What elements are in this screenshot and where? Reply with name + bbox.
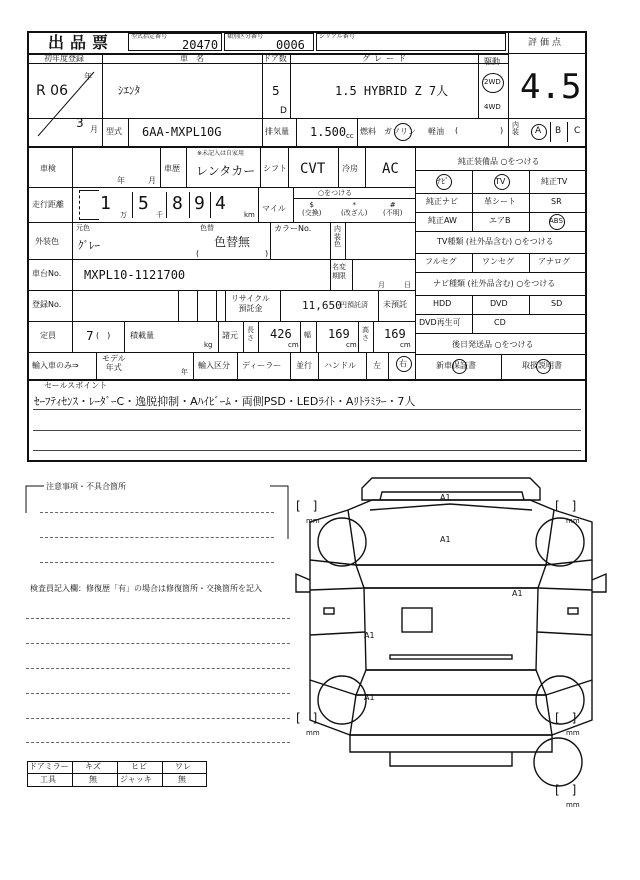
- wheel-bracket-rl: [ ]: [296, 711, 318, 725]
- inspect-label: 車検: [40, 164, 56, 173]
- equip-navi: ﾅﾋﾞ: [437, 177, 449, 186]
- interior-grade-c: C: [574, 126, 581, 136]
- equip-genuine-navi: 純正ナビ: [426, 197, 458, 206]
- equip-abs: ABS: [549, 217, 563, 225]
- aircon-label: 冷房: [342, 164, 358, 173]
- notes-label: 注意事項・不具合箇所: [46, 482, 126, 491]
- handle-label: ハンドル: [324, 361, 356, 370]
- later-warranty: 新車保証書: [436, 361, 476, 370]
- wheel-mm-fr: mm: [566, 517, 580, 525]
- width-unit: cm: [346, 341, 357, 349]
- mile-label: マイル: [262, 204, 286, 213]
- tv-type-title: TV種類 (社外品含む) ○をつける: [437, 237, 554, 246]
- class-no-label: 類別区分番号: [227, 33, 264, 40]
- name-change-label: 名変 期限: [332, 263, 346, 281]
- first-reg-label: 初年度登録: [44, 54, 84, 63]
- mileage-digit-2: 5: [138, 193, 149, 214]
- wheel-bracket-spare: [ ]: [555, 783, 577, 797]
- drive-label: 駆動: [484, 57, 500, 66]
- capacity-value: 7: [86, 329, 94, 343]
- length-unit: cm: [288, 341, 299, 349]
- equip-title: 純正装備品 ○をつける: [458, 157, 540, 166]
- expire-day: 日: [404, 281, 411, 289]
- color-tone-label: 色替: [200, 224, 214, 232]
- score-label: 評価点: [528, 38, 565, 48]
- class-no-value: 0006: [276, 38, 305, 52]
- interior-grade-b: B: [555, 126, 562, 136]
- score-value: 4.5: [520, 67, 582, 107]
- color-label: 外装色: [35, 237, 59, 246]
- car-name-value: ｼｴﾝﾀ: [118, 84, 140, 97]
- recycle-unpaid: 未預託: [383, 300, 407, 309]
- equip-sr: SR: [551, 197, 562, 206]
- wheel-mm-rl: mm: [306, 729, 320, 737]
- grade-value: 1.5 HYBRID Z 7人: [335, 84, 449, 98]
- damage-mark-roof-right: A1: [512, 589, 523, 598]
- spec-label: 諸元: [222, 331, 238, 340]
- reg-no-label: 登録No.: [32, 300, 62, 309]
- doors-value: 5: [272, 84, 280, 98]
- model-label: 型式: [106, 127, 122, 136]
- fuel-gas: ガソリン: [384, 127, 416, 136]
- displacement-label: 排気量: [265, 127, 289, 136]
- recycle-label: リサイクル 預託金: [231, 294, 270, 313]
- history-label: 車歴: [164, 164, 180, 173]
- model-year-unit: 年: [181, 368, 188, 376]
- length-label: 長 さ: [247, 326, 254, 343]
- chassis-label: 車台No.: [32, 269, 62, 278]
- first-reg-era: R 06: [36, 83, 68, 99]
- shift-label: シフト: [263, 164, 287, 173]
- wheel-bracket-rr: [ ]: [555, 711, 577, 725]
- inspector-label: 検査員記入欄：修復歴「有」の場合は修復箇所・交換箇所を記入: [30, 584, 262, 593]
- import-div-label: 輸入区分: [198, 361, 230, 370]
- legend-jack: ジャッキ: [120, 775, 152, 784]
- later-manual: 取扱説明書: [522, 361, 562, 370]
- type-no-value: 20470: [182, 38, 219, 52]
- equip-airbag: エアB: [489, 216, 511, 225]
- color-paren-close: ): [265, 249, 269, 258]
- capacity-label: 定員: [40, 331, 56, 340]
- color-no-label: カラーNo.: [274, 224, 312, 233]
- mileage-digit-5: 4: [215, 193, 226, 214]
- height-label: 高 さ: [362, 326, 369, 343]
- legend-break: ワレ: [175, 762, 191, 771]
- mileage-digit-3: 8: [172, 193, 183, 214]
- displacement-unit: cc: [346, 132, 354, 140]
- color-tone-value: 色替無: [214, 235, 251, 249]
- fuel-label: 燃料: [360, 127, 376, 136]
- tv-analog: アナログ: [538, 257, 570, 266]
- color-orig-value: ｸﾞﾚｰ: [78, 239, 100, 252]
- wheel-bracket-fl: [ ]: [296, 499, 318, 513]
- load-label: 積載量: [130, 331, 154, 340]
- serial-label: シリアル番号: [319, 33, 355, 40]
- fuel-paren-close: ): [500, 126, 504, 135]
- import-label: 輸入車のみ⇒: [32, 361, 79, 370]
- model-value: 6AA-MXPL10G: [142, 125, 222, 139]
- import-dealer: ディーラー: [242, 361, 282, 370]
- expire-month: 月: [378, 281, 385, 289]
- first-reg-month: 3: [76, 116, 84, 130]
- aircon-value: AC: [382, 161, 399, 177]
- legend-mirror: ドアミラー: [29, 762, 69, 771]
- navi-dvd: DVD: [490, 299, 508, 308]
- navi-type-title: ナビ種類 (社外品含む) ○をつける: [433, 279, 556, 288]
- first-reg-year-unit: 年: [84, 72, 92, 81]
- shift-value: CVT: [300, 161, 326, 177]
- legend-jack-value: 無: [178, 775, 186, 784]
- navi-cd: CD: [494, 318, 506, 327]
- import-parallel: 並行: [296, 361, 312, 370]
- recycle-unit: 円預託済: [340, 301, 368, 309]
- tv-one: ワンセグ: [482, 257, 514, 266]
- mileage-man: 万: [120, 211, 127, 219]
- wheel-bracket-fr: [ ]: [555, 499, 577, 513]
- history-note: ※未記入は自家用: [197, 150, 245, 157]
- height-unit: cm: [400, 341, 411, 349]
- equip-genuine-tv: 純正TV: [541, 177, 568, 186]
- page-title: 出品票: [48, 33, 115, 52]
- wheel-mm-fl: mm: [306, 517, 320, 525]
- fuel-diesel: 軽油: [428, 127, 444, 136]
- recycle-value: 11,650: [302, 299, 342, 312]
- sales-point-text: ｾｰﾌﾃｨｾﾝｽ・ﾚｰﾀﾞｰC・逸脱抑制・Aﾊｲﾋﾞｰﾑ・両側PSD・LEDﾗｲﾄ・Aﾘﾄﾗﾐﾗｰ・7人: [34, 395, 416, 408]
- later-title: 後日発送品 ○をつける: [452, 340, 534, 349]
- mileage-label: 走行距離: [32, 200, 64, 209]
- navi-dvd-play: DVD再生可: [419, 318, 461, 327]
- mileage-digit-1: 1: [100, 193, 111, 214]
- damage-mark-hood: A1: [440, 535, 451, 544]
- drive-2wd: 2WD: [484, 78, 501, 86]
- height-value: 169: [384, 327, 406, 341]
- inspect-year: 年: [117, 176, 125, 185]
- legend-tool: 工具: [40, 775, 56, 784]
- sales-point-label: セールスポイント: [44, 381, 108, 390]
- wheel-mm-rr: mm: [566, 729, 580, 737]
- mileage-opt-altered: * (改ざん): [341, 201, 368, 218]
- equip-genuine-aw: 純正AW: [428, 216, 457, 225]
- damage-mark-rear-left: A1: [364, 693, 375, 702]
- model-year-label: モデル 年式: [102, 354, 126, 372]
- length-value: 426: [270, 327, 292, 341]
- inspect-month: 月: [148, 176, 156, 185]
- interior-color-label: 内 装 色: [334, 225, 341, 249]
- mileage-circle-note: ○をつける: [318, 189, 353, 197]
- color-orig-label: 元色: [76, 224, 90, 232]
- capacity-paren: ( ): [96, 331, 111, 340]
- displacement-value: 1.500: [310, 125, 347, 139]
- first-reg-month-unit: 月: [90, 125, 98, 134]
- tv-full: フルセグ: [425, 257, 457, 266]
- digit-box: [79, 190, 99, 220]
- interior-label: 内装: [512, 121, 519, 136]
- color-paren-open: (: [196, 249, 200, 258]
- drive-4wd: 4WD: [484, 103, 501, 111]
- type-no-label: 型式指定番号: [131, 33, 168, 40]
- legend-scratch: キズ: [85, 762, 101, 771]
- interior-grade-a: A: [535, 126, 542, 136]
- notes-bracket: [24, 482, 290, 565]
- legend-tool-value: 無: [89, 775, 97, 784]
- mileage-opt-exchange: $ (交換): [302, 201, 322, 218]
- fuel-paren-open: (: [455, 126, 459, 135]
- handle-right: 右: [399, 359, 407, 368]
- width-value: 169: [328, 327, 350, 341]
- width-label: 幅: [304, 331, 311, 339]
- legend-crack: ヒビ: [131, 762, 147, 771]
- history-value: レンタカー: [196, 164, 256, 178]
- equip-tv: TV: [495, 177, 506, 186]
- mileage-km: km: [244, 211, 255, 219]
- car-name-label: 車 名: [180, 54, 204, 63]
- load-kg: kg: [204, 341, 213, 349]
- navi-hdd: HDD: [433, 299, 452, 308]
- navi-sd: SD: [551, 299, 563, 308]
- car-damage-diagram: [290, 470, 610, 810]
- mileage-opt-unknown: # (不明): [383, 201, 403, 218]
- equip-leather: 革シート: [484, 197, 516, 206]
- mileage-digit-4: 9: [194, 193, 205, 214]
- handle-left: 左: [373, 361, 381, 370]
- damage-mark-bumper: A1: [440, 493, 451, 502]
- chassis-value: MXPL10-1121700: [84, 268, 186, 282]
- damage-mark-left-door: A1: [364, 631, 375, 640]
- doors-suffix: D: [280, 106, 287, 116]
- wheel-mm-spare: mm: [566, 801, 580, 809]
- mileage-sen: 千: [156, 211, 163, 219]
- doors-label: ドア数: [263, 54, 287, 63]
- grade-label: グレード: [362, 54, 410, 63]
